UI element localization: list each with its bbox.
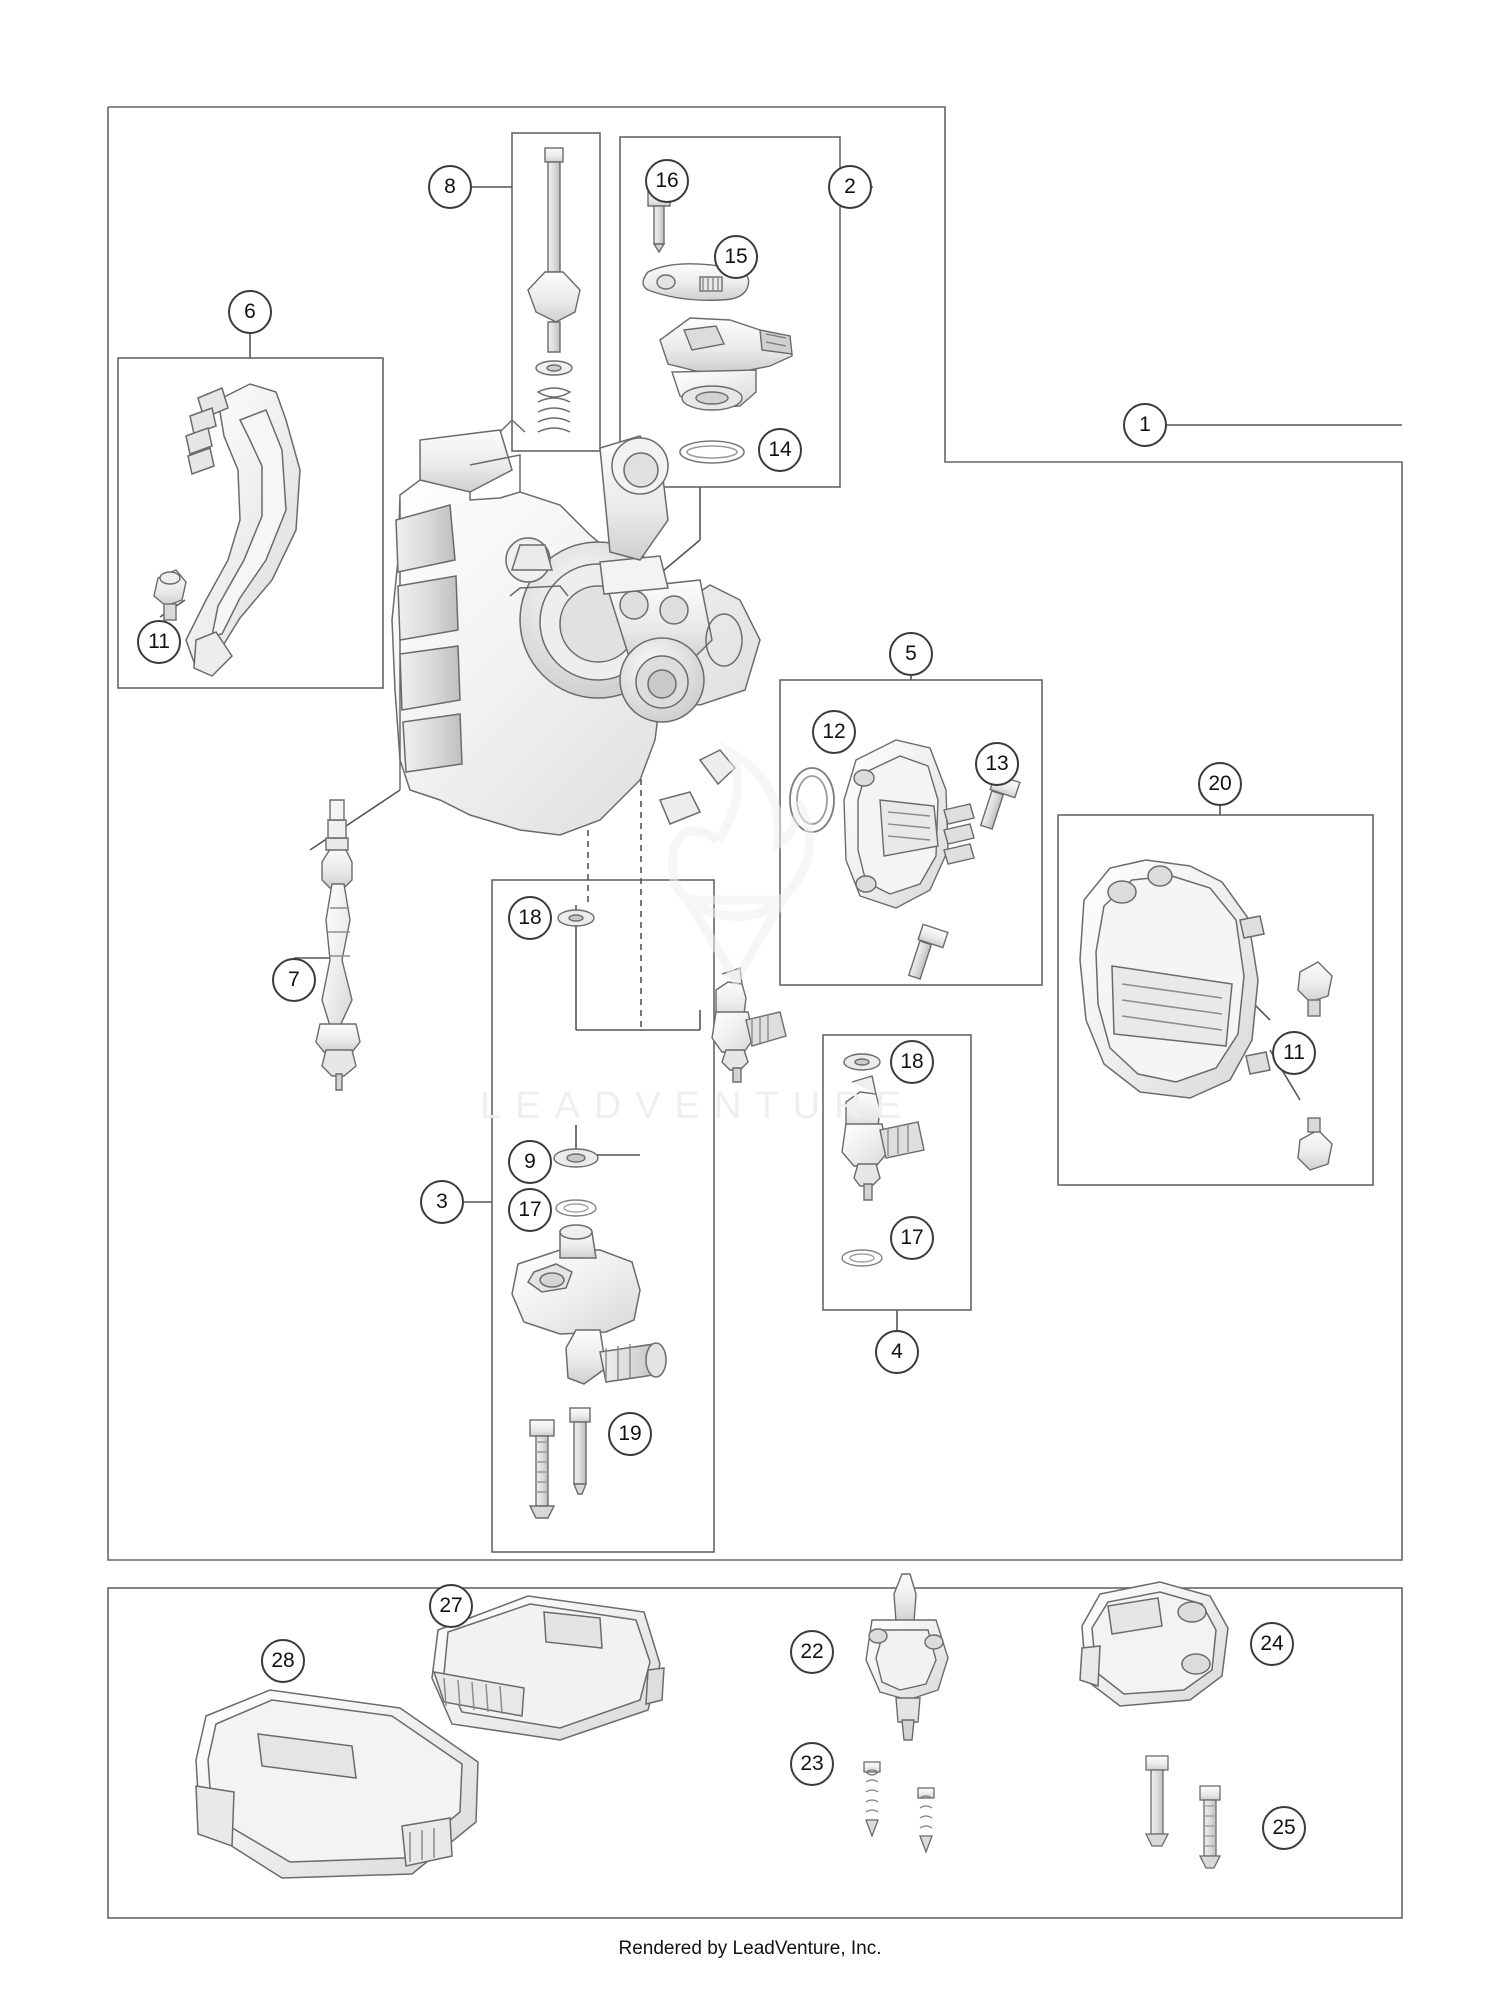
part-25-coil-screws xyxy=(1146,1756,1220,1868)
part-9-washer xyxy=(554,1149,598,1167)
part-7-spark-plug xyxy=(316,800,360,1090)
callout-14[interactable]: 14 xyxy=(758,428,802,472)
callout-18-lower[interactable]: 18 xyxy=(890,1040,934,1084)
callout-6[interactable]: 6 xyxy=(228,290,272,334)
part-23-sensor-screws xyxy=(864,1762,934,1852)
callout-25[interactable]: 25 xyxy=(1262,1806,1306,1850)
callout-4[interactable]: 4 xyxy=(875,1330,919,1374)
callout-19[interactable]: 19 xyxy=(608,1412,652,1456)
callout-27[interactable]: 27 xyxy=(429,1584,473,1628)
part-18-washer-upper xyxy=(558,910,594,926)
callout-23[interactable]: 23 xyxy=(790,1742,834,1786)
callout-24[interactable]: 24 xyxy=(1250,1622,1294,1666)
part-6-bracket xyxy=(186,384,300,676)
watermark-logo xyxy=(672,752,810,980)
callout-5[interactable]: 5 xyxy=(889,632,933,676)
callout-22[interactable]: 22 xyxy=(790,1630,834,1674)
group-box-1 xyxy=(108,107,1402,1560)
part-3-injector-base xyxy=(512,1225,666,1384)
part-24-ignition-coil xyxy=(1080,1582,1228,1706)
part-28-control-unit-cover xyxy=(196,1690,478,1878)
throttle-body-main xyxy=(392,420,760,835)
part-11-collar-screw-left xyxy=(154,570,186,620)
callout-8[interactable]: 8 xyxy=(428,165,472,209)
part-22-pressure-sensor xyxy=(866,1574,948,1740)
callout-12[interactable]: 12 xyxy=(812,710,856,754)
part-5-sensor-cover xyxy=(844,740,974,908)
callout-11-left[interactable]: 11 xyxy=(137,620,181,664)
footer-credit: Rendered by LeadVenture, Inc. xyxy=(618,1938,882,1959)
callout-20[interactable]: 20 xyxy=(1198,762,1242,806)
part-2-throttle-position-sensor xyxy=(660,318,792,410)
callout-9[interactable]: 9 xyxy=(508,1140,552,1184)
callout-13[interactable]: 13 xyxy=(975,742,1019,786)
callout-16[interactable]: 16 xyxy=(645,159,689,203)
part-3-injector xyxy=(712,968,786,1082)
callout-17-left[interactable]: 17 xyxy=(508,1188,552,1232)
part-19-mounting-screws xyxy=(530,1408,590,1518)
callout-18-upper[interactable]: 18 xyxy=(508,896,552,940)
part-17-o-ring-small-left xyxy=(556,1200,596,1216)
part-17-o-ring-small-right xyxy=(842,1250,882,1266)
callout-15[interactable]: 15 xyxy=(714,235,758,279)
callout-17-right[interactable]: 17 xyxy=(890,1216,934,1260)
callout-11-right[interactable]: 11 xyxy=(1272,1031,1316,1075)
callout-7[interactable]: 7 xyxy=(272,958,316,1002)
part-18-washer-lower xyxy=(844,1054,880,1070)
part-4-injector xyxy=(842,1076,924,1200)
callout-3[interactable]: 3 xyxy=(420,1180,464,1224)
part-14-o-ring xyxy=(680,441,744,463)
watermark-text: LEADVENTURE xyxy=(480,1085,915,1127)
callout-2[interactable]: 2 xyxy=(828,165,872,209)
part-20-sensor-cover-assembly xyxy=(1080,860,1270,1098)
callout-28[interactable]: 28 xyxy=(261,1639,305,1683)
callout-1[interactable]: 1 xyxy=(1123,403,1167,447)
part-8-idle-screw xyxy=(528,148,580,432)
